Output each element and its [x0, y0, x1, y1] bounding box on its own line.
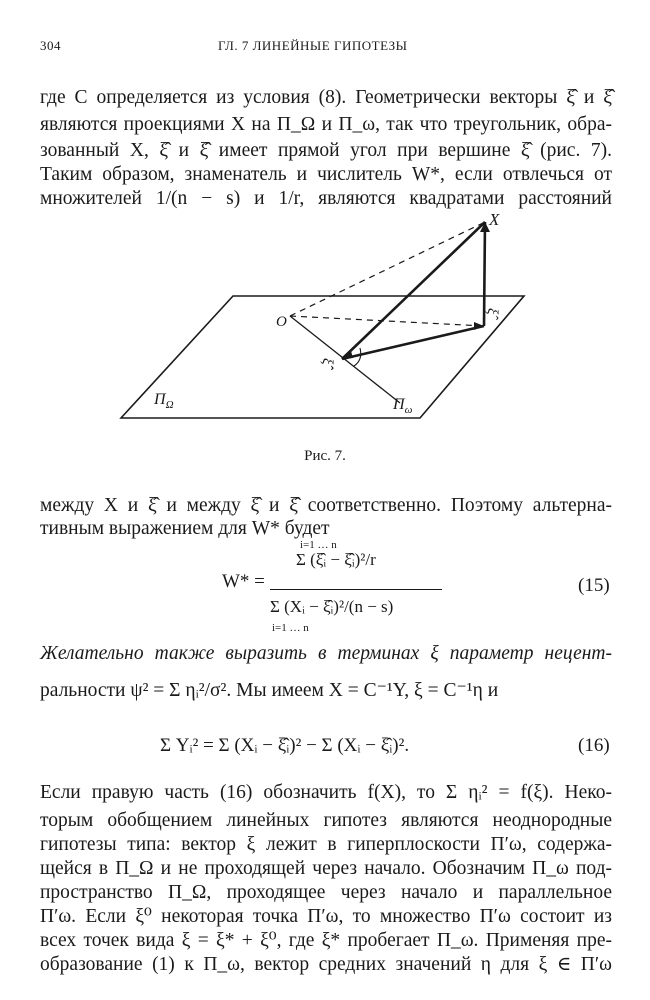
label-pi-omega: $\Pi_\omega$ [393, 396, 413, 416]
figure-caption: Рис. 7. [304, 448, 346, 464]
para1-line-3: зованный X, ξ̂ и ξ̂̂ имеет прямой угол при вершине ξ̂ (рис. 7). [40, 140, 612, 161]
para4-line-7: всех точек вида ξ = ξ* + ξ⁰, где ξ* пробегает Π_ω. Применяя пре- [40, 930, 612, 951]
eq15-number: (15) [578, 575, 610, 596]
figure-7-diagram [110, 208, 530, 423]
para1-line-5: множителей 1/(n − s) и 1/r, являются квадратами расстояний [40, 188, 612, 209]
eq15-fraction-bar [270, 589, 442, 590]
label-xi-hat: ξ̂ [484, 308, 500, 315]
dashed-line-o-to-x [290, 222, 485, 316]
page-number: 304 [40, 38, 61, 53]
eq15-lhs: W* = [222, 571, 265, 592]
label-xi-hat-hat: ξ̂̂ [319, 358, 335, 365]
eq16: Σ Yᵢ² = Σ (Xᵢ − ξ̂̂ᵢ)² − Σ (Xᵢ − ξ̂ᵢ)². [160, 735, 410, 756]
para4-line-1: Если правую часть (16) обозначить f(X), то Σ ηᵢ² = f(ξ). Неко- [40, 782, 612, 803]
running-title: ГЛ. 7 ЛИНЕЙНЫЕ ГИПОТЕЗЫ [218, 38, 408, 53]
eq15-numerator: Σ (ξ̂ᵢ − ξ̂̂ᵢ)²/r [296, 550, 376, 569]
label-pi-omega-cap: $\Pi_\Omega$ [154, 391, 174, 411]
para1-line-2: являются проекциями X на Π_Ω и Π_ω, так что треугольник, обра- [40, 114, 612, 135]
para2-line-1: между X и ξ̂ и между ξ̂ и ξ̂̂ соответственно. Поэтому альтерна- [40, 495, 612, 516]
segment-xi-hat-to-xi-hat-hat [342, 326, 484, 359]
eq15-den-limits: i=1 … n [272, 622, 309, 634]
eq16-number: (16) [578, 735, 610, 756]
eq15-denominator: Σ (Xᵢ − ξ̂ᵢ)²/(n − s) [270, 597, 394, 616]
para4-line-6: Π′ω. Если ξ⁰ некоторая точка Π′ω, то множество Π′ω состоит из [40, 906, 612, 927]
para1-line-1: где C определяется из условия (8). Геометрически векторы ξ̂ и ξ̂̂ [40, 87, 612, 108]
plane-pi-omega-cap [121, 296, 524, 418]
arrowhead-xi-hat [474, 322, 484, 330]
para4-line-8: образование (1) к Π_ω, вектор средних значений η для ξ ∈ Π′ω [40, 954, 612, 975]
segment-x-to-xi-hat-hat [342, 222, 485, 359]
para4-line-3: гипотезы типа: вектор ξ лежит в гиперплоскости Π′ω, содержа- [40, 834, 612, 855]
para1-line-4: Таким образом, знаменатель и числитель W*, если отвлечься от [40, 164, 612, 185]
para4-line-2: торым обобщением линейных гипотез являются неоднородные [40, 810, 612, 831]
para4-line-4: щейся в Π_Ω и не проходящей через начало. Обозначим Π_ω под- [40, 858, 612, 879]
label-o: O [276, 314, 287, 330]
label-x: X [489, 210, 500, 229]
para4-line-5: пространство Π_Ω, проходящее через начало и параллельное [40, 882, 612, 903]
para2-line-2: тивным выражением для W* будет [40, 518, 330, 539]
eq15-num-limits: i=1 … n [300, 539, 337, 551]
para3-line-2: ральности ψ² = Σ ηᵢ²/σ². Мы имеем X = C⁻¹Y, ξ = C⁻¹η и [40, 680, 499, 701]
para3-line-1: Желательно также выразить в терминах ξ параметр нецент- [40, 643, 612, 664]
